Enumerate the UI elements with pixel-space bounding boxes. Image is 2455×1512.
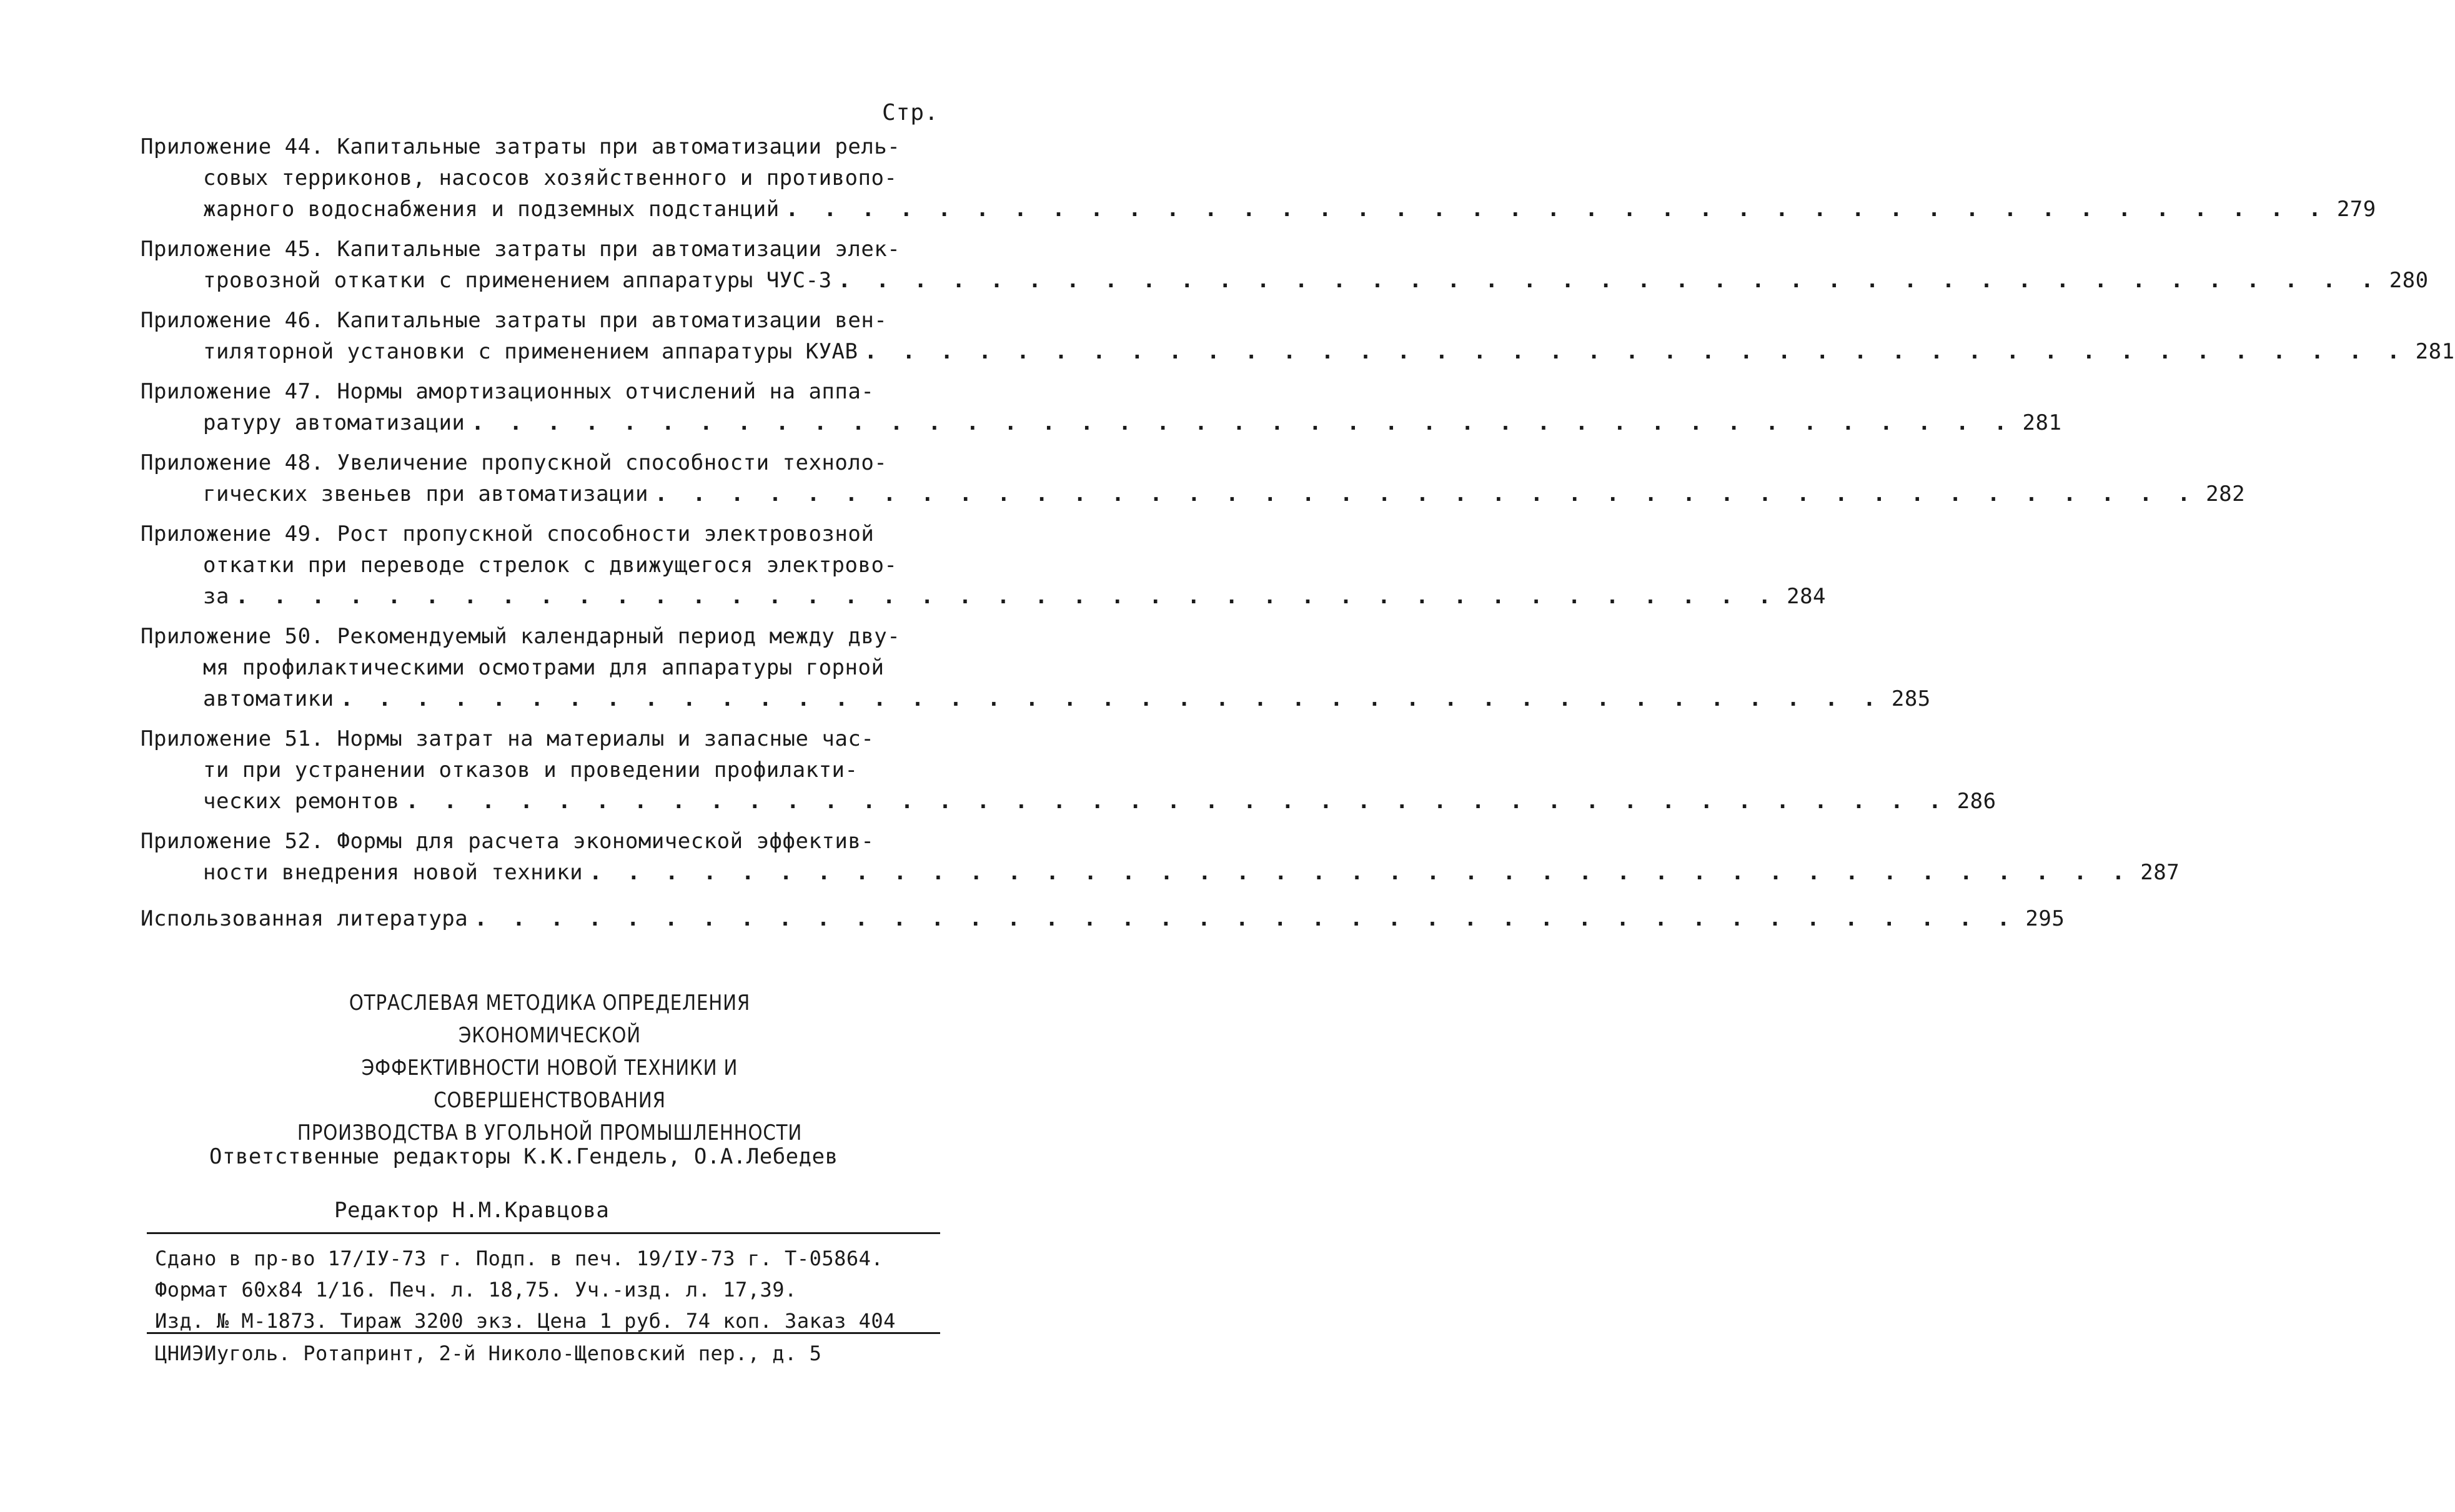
toc-entry-last-line (141, 857, 2180, 888)
toc-entry-line: Использованная литература (141, 906, 469, 931)
leader-dots: . . . . . . . . . . . . . . . . . . . . . . . . . . . . . . . . . . . . . . . . . (589, 860, 2131, 885)
toc-entry-line: Приложение 44. Капитальные затраты при автоматизации рель- (141, 134, 901, 159)
toc-page-number: 280 (2389, 268, 2429, 293)
toc-page-number: 287 (2140, 860, 2180, 885)
printer-info: ЦНИЭИуголь. Ротапринт, 2-й Николо-Щеповский пер., д. 5 (155, 1342, 822, 1365)
toc-entry-line: Приложение 50. Рекомендуемый календарный период между дву- (141, 624, 901, 649)
leader-dots: . . . . . . . . . . . . . . . . . . . . . . . . . . . . . . . . . . . . . . . . . (405, 789, 1948, 814)
toc-entry-line: Приложение 52. Формы для расчета экономической эффектив- (141, 829, 875, 854)
toc-page-number: 295 (2025, 906, 2065, 931)
toc-entry-line: за (203, 584, 229, 609)
toc-entry-appendix-48 (141, 447, 2246, 510)
toc-entry-last-line (141, 786, 1996, 817)
toc-entry-appendix-46 (141, 305, 2455, 367)
toc-entry-line: ти при устранении отказов и проведении профилакти- (203, 758, 858, 783)
leader-dots: . . . . . . . . . . . . . . . . . . . . . . . . . . . . . . . . . . . . . . . . . (785, 197, 2328, 222)
toc-entry-last-line (141, 336, 2455, 367)
toc-entry-last-line (141, 265, 2429, 296)
leader-dots: . . . . . . . . . . . . . . . . . . . . . . . . . . . . . . . . . . . . . . . . . (864, 339, 2406, 364)
toc-entry-literature (141, 903, 2065, 934)
toc-entry-line: гических звеньев при автоматизации (203, 482, 648, 506)
toc-entry-line: Приложение 45. Капитальные затраты при автоматизации элек- (141, 237, 901, 262)
leader-dots: . . . . . . . . . . . . . . . . . . . . . . . . . . . . . . . . . . . . . . . . . (340, 686, 1882, 711)
toc-entry-appendix-47 (141, 376, 2062, 438)
toc-entry-line: мя профилактическими осмотрами для аппаратуры горной (203, 655, 885, 680)
imprint-line: Изд. № М-1873. Тираж 3200 экз. Цена 1 руб. 74 коп. Заказ 404 (155, 1309, 896, 1333)
toc-entry-appendix-52 (141, 826, 2180, 888)
book-title-line: ЭФФЕКТИВНОСТИ НОВОЙ ТЕХНИКИ И СОВЕРШЕНСТВОВАНИЯ (361, 1055, 738, 1113)
toc-entry-line: ческих ремонтов (203, 789, 400, 814)
toc-page-number: 284 (1787, 584, 1827, 609)
editor: Редактор Н.М.Кравцова (334, 1198, 610, 1223)
leader-dots: . . . . . . . . . . . . . . . . . . . . . . . . . . . . . . . . . . . . . . . . . (471, 410, 2013, 435)
toc-entry-line: автоматики (203, 686, 334, 711)
leader-dots: . . . . . . . . . . . . . . . . . . . . . . . . . . . . . . . . . . . . . . . . . (474, 906, 2016, 931)
toc-entry-line: ности внедрения новой техники (203, 860, 583, 885)
toc-page-number: 281 (2415, 339, 2455, 364)
toc-entry-line: Приложение 49. Рост пропускной способности электровозной (141, 521, 875, 546)
toc-page-number: 281 (2022, 410, 2062, 435)
toc-page-number: 285 (1891, 686, 1931, 711)
toc-page-number: 286 (1957, 789, 1996, 814)
toc-entry-appendix-45 (141, 234, 2429, 296)
imprint-line: Сдано в пр-во 17/IУ-73 г. Подп. в печ. 19/IУ-73 г. Т-05864. (155, 1247, 884, 1270)
toc-entry-line: откатки при переводе стрелок с движущегося электрово- (203, 553, 898, 578)
toc-entry-line: Приложение 51. Нормы затрат на материалы и запасные час- (141, 726, 875, 751)
toc-entry-appendix-49 (141, 518, 1827, 612)
book-title (281, 987, 818, 1149)
toc-entry-line: тровозной откатки с применением аппаратуры ЧУС-3 (203, 268, 832, 293)
toc-entry-last-line (141, 407, 2062, 438)
toc-entry-line: Приложение 47. Нормы амортизационных отчислений на аппа- (141, 379, 875, 404)
toc-entry-last-line (141, 194, 2376, 225)
toc-entry-last-line (141, 903, 2065, 934)
page-column-header: Стр. (882, 100, 939, 126)
toc-entry-appendix-50 (141, 621, 1931, 714)
book-title-line: ОТРАСЛЕВАЯ МЕТОДИКА ОПРЕДЕЛЕНИЯ ЭКОНОМИЧЕСКОЙ (349, 991, 751, 1048)
imprint-block (155, 1243, 936, 1337)
imprint-line: Формат 60x84 1/16. Печ. л. 18,75. Уч.-изд. л. 17,39. (155, 1278, 797, 1302)
imprint-divider-bottom (147, 1332, 940, 1334)
toc-entry-last-line (141, 581, 1827, 612)
toc-entry-last-line (141, 478, 2246, 510)
toc-entry-line: Приложение 48. Увеличение пропускной способности техноло- (141, 450, 888, 475)
leader-dots: . . . . . . . . . . . . . . . . . . . . . . . . . . . . . . . . . . . . . . . . . (838, 268, 2380, 293)
imprint-divider-top (147, 1232, 940, 1234)
toc-entry-line: тиляторной установки с применением аппаратуры КУАВ (203, 339, 858, 364)
toc-entry-last-line (141, 683, 1931, 714)
leader-dots: . . . . . . . . . . . . . . . . . . . . . . . . . . . . . . . . . . . . . . . . . (235, 584, 1778, 609)
toc-page-number: 279 (2336, 197, 2376, 222)
toc-entry-appendix-51 (141, 723, 1996, 817)
toc-entry-line: совых терриконов, насосов хозяйственного и противопо- (203, 166, 898, 190)
responsible-editors: Ответственные редакторы К.К.Гендель, О.А.Лебедев (209, 1144, 838, 1169)
table-of-contents (141, 131, 2455, 943)
toc-entry-line: жарного водоснабжения и подземных подстанций (203, 197, 780, 222)
toc-entry-line: ратуру автоматизации (203, 410, 465, 435)
toc-page-number: 282 (2206, 482, 2246, 506)
toc-entry-appendix-44 (141, 131, 2376, 225)
leader-dots: . . . . . . . . . . . . . . . . . . . . . . . . . . . . . . . . . . . . . . . . . (654, 482, 2197, 506)
book-title-line: ПРОИЗВОДСТВА В УГОЛЬНОЙ ПРОМЫШЛЕННОСТИ (297, 1120, 803, 1145)
toc-entry-line: Приложение 46. Капитальные затраты при автоматизации вен- (141, 308, 888, 333)
